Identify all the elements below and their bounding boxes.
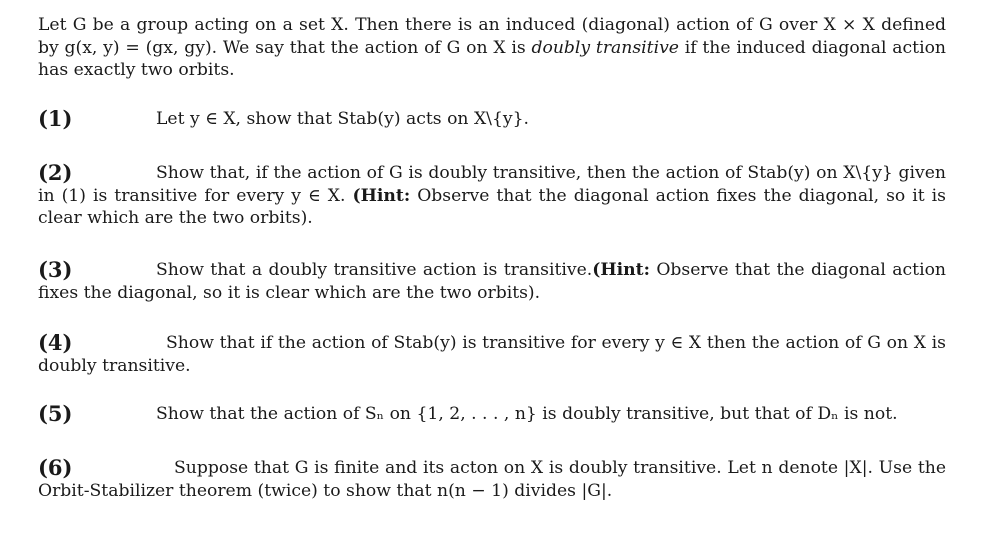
problem-number: (6) xyxy=(38,455,73,480)
problem-number: (3) xyxy=(38,257,73,282)
problem-4 xyxy=(38,332,946,377)
problem-1 xyxy=(38,108,946,131)
problem-text: Show that the action of Sₙ on {1, 2, . . . , n} is doubly transitive, but that of Dₙ is not. xyxy=(156,404,898,424)
hint-text: Observe that the diagonal action fixes the diagonal, so it is clear which are the two orbits). xyxy=(38,260,946,303)
problem-text: Show that if the action of Stab(y) is transitive for every y ∈ X then the action of G on X is doubly transitive. xyxy=(38,333,946,376)
problem-number: (2) xyxy=(38,160,73,185)
problem-6 xyxy=(38,457,946,502)
problem-2 xyxy=(38,162,946,230)
document-body xyxy=(38,14,946,82)
intro-text-2: if the induced diagonal action has exactly two orbits. xyxy=(38,37,946,80)
problem-text: Suppose that G is finite and its acton on X is doubly transitive. Let n denote |X|. Use the Orbit-Stabilizer theorem (twice) to show that n(n − 1) divides |G|. xyxy=(38,458,946,501)
intro-text-1: Let G be a group acting on a set X. Then there is an induced (diagonal) action of G over X × X defined by g(x, y) = (gx, gy). We say that the action of G on X is xyxy=(38,15,946,58)
problem-number: (4) xyxy=(38,330,73,355)
intro-emphasis: doubly transitive xyxy=(531,37,679,58)
problem-text xyxy=(38,259,946,304)
problem-body: Show that a doubly transitive action is transitive. xyxy=(156,260,593,280)
hint-label: (Hint: xyxy=(592,260,650,280)
problem-text xyxy=(38,162,946,230)
problem-number: (1) xyxy=(38,106,73,131)
hint-text: Observe that the diagonal action fixes the diagonal, so it is clear which are the two orbits). xyxy=(38,185,946,228)
problem-body: Show that, if the action of G is doubly transitive, then the action of Stab(y) on X\{y} given in (1) is transitive for every y ∈ X. xyxy=(38,163,946,206)
problem-5 xyxy=(38,403,946,426)
intro-paragraph xyxy=(38,14,946,82)
problem-text: Let y ∈ X, show that Stab(y) acts on X\{y}. xyxy=(156,109,530,129)
problem-3 xyxy=(38,259,946,304)
problem-number: (5) xyxy=(38,401,73,426)
hint-label: (Hint: xyxy=(352,185,411,206)
